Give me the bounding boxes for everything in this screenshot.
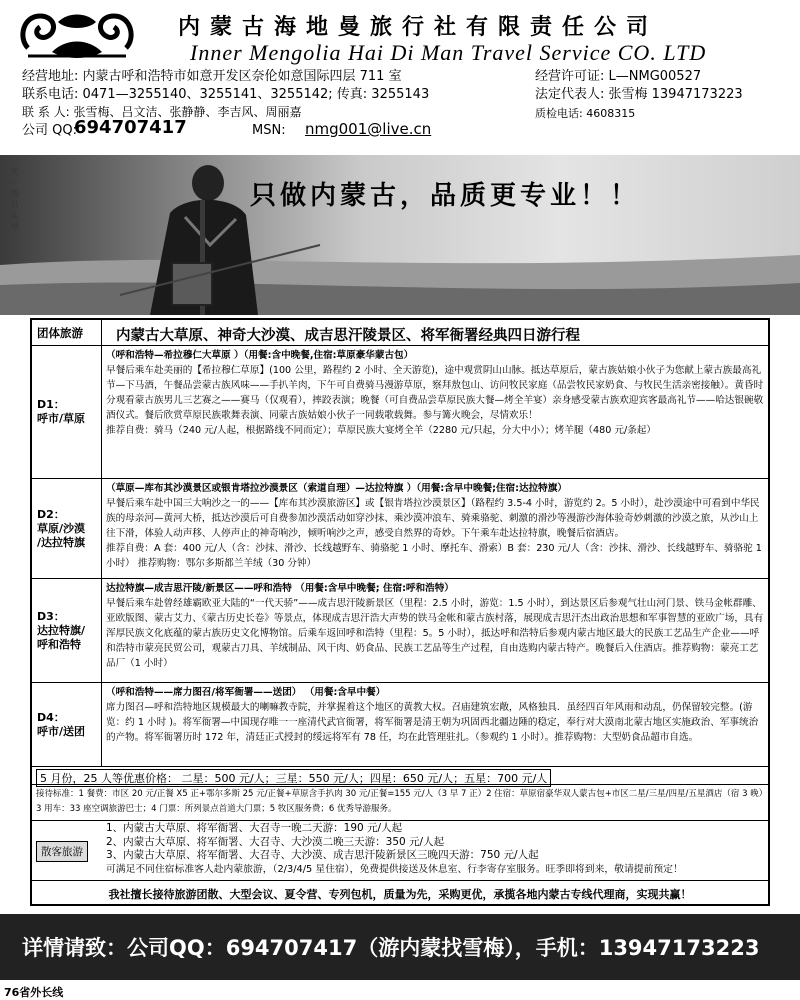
contact-footer: 详情请致：公司QQ：694707417（游内蒙找雪梅），手机：13947173223 xyxy=(0,914,800,980)
day-label: D1： 呼市/草原 xyxy=(32,346,102,478)
scatter-tour-item: 2、内蒙古大草原、将军衙署、大召寺、大沙漠二晚三天游：350 元/人起 xyxy=(106,835,445,848)
company-msn[interactable]: nmg001@live.cn xyxy=(305,120,432,138)
quality-phone: 质检电话: 4608315 xyxy=(535,107,636,120)
day-route: （呼和浩特——席力图召/将军衙署——送团） （用餐:含早中餐） xyxy=(106,687,386,698)
day-description: 早餐后乘车赴美丽的【希拉穆仁草原】(100 公里，路程约 2 小时、全天游览)，途中观赏阴山山脉。抵达草原后，蒙古族姑娘小伙子为您献上蒙古族最高礼节—下马酒，午餐品尝蒙古族风味——手扒羊肉，下午可自费骑马漫游草原，察拜敖包山、访问牧民家庭（品尝牧民家奶食、与牧民生活亲密接触）。黄昏时分观看蒙古族男儿三艺赛之——赛马（仅观看），摔跤表演；晚餐（可自费品尝草原民族大餐—烤全羊宴）亲身感受蒙古族欢迎宾客最高礼节——哈达银碗敬酒仪式。餐后欣赏草原民族歌舞表演、同蒙古族姑娘小伙子一同载歌载舞。参与篝火晚会，尽情欢乐！ xyxy=(106,365,764,421)
standards-row xyxy=(32,785,768,821)
scatter-tour-row xyxy=(32,821,768,881)
day-description: 早餐后乘车赴曾经雄霸欧亚大陆的“一代天骄”——成吉思汗陵新景区（里程：2.5 小时，游览：1.5 小时），到达景区后参观气壮山河门景、铁马金帐群雕、亚欧版图、蒙古艾力、《蒙古历史长卷》等景点，体现成吉思汗浩大声势的铁马金帐和蒙古族村落，展现成吉思汗杰出政治思想和军事智慧的亚欧广场，具有浑厚民族文化底蕴的蒙古族历史文化博物馆。后乘车返回呼和浩特（里程：5。5 小时），抵达呼和浩特后参观内蒙古地区最大的民族工艺品生产企业——呼和浩特市蒙亮民贸公司，观蒙古刀具、羊绒制品、风干肉、奶食品、民族工艺品等生产过程，自由选购内蒙古特产。晚餐后入住酒店。推荐购物：蒙亮工艺品厂（1 小时） xyxy=(106,598,764,669)
company-contacts: 联 系 人: 张雪梅、吕文洁、张静静、李吉风、周丽嘉 xyxy=(22,105,302,119)
legal-representative: 法定代表人: 张雪梅 13947173223 xyxy=(535,87,743,102)
day-description: 早餐后乘车赴中国三大响沙之一的——【库布其沙漠旅游区】或【银肯塔拉沙漠景区】（路程约 3.5-4 小时，游览约 2。5 小时），赴沙漠途中可看到中华民族的母亲河—黄河大桥，抵达沙漠后可自费参加沙漠活动如穿沙抹、乘沙漠冲浪车、骑乘骆驼、刺激的滑沙等漫游沙海体验奇妙刺激的沙漠之旅，从沙山上往下滑，体验人动声移、人停声止的神奇响沙，倾听响沙之声，感受自然界的奇妙。下午乘车赴达拉特旗，晚餐后宿酒店。 xyxy=(106,498,760,539)
company-address: 经营地址: 内蒙古呼和浩特市如意开发区奈伦如意国际四层 711 室 xyxy=(22,69,402,84)
day-content xyxy=(106,481,764,571)
msn-label: MSN: xyxy=(252,123,286,138)
company-qq: 694707417 xyxy=(74,117,187,138)
day-row xyxy=(32,346,768,479)
itinerary-table xyxy=(30,318,770,906)
company-name-chinese: 内蒙古海地曼旅行社有限责任公司 xyxy=(178,14,659,40)
banner-photo xyxy=(0,155,800,315)
itinerary-title: 内蒙古大草原、神奇大沙漠、成吉思汗陵景区、将军衙署经典四日游行程 xyxy=(116,328,580,344)
company-name-english: Inner Mengolia Hai Di Man Travel Service CO. LTD xyxy=(190,40,707,65)
scatter-tour-item: 可满足不同住宿标准客人赴内蒙旅游，（2/3/4/5 星住宿），免费提供接送及休息室、行李寄存室服务。旺季即将到来，敬请提前预定！ xyxy=(106,863,683,875)
banner-vertical-text: 天一秀马头琴 xyxy=(10,168,20,233)
scatter-tour-item: 1、内蒙古大草原、将军衙署、大召寺一晚二天游：190 元/人起 xyxy=(106,822,403,834)
banner-slogan: 只做内蒙古，品质更专业！！ xyxy=(250,181,641,211)
day-optional-items: 推荐自费：骑马（240 元/人起，根据路线不同而定）；草原民族大宴烤全羊（2280 元/只起，分大中小）；烤羊腿（480 元/条起） xyxy=(106,425,656,436)
service-standards: 接待标准：1 餐费：市区 20 元/正餐 X5 正+鄂尔多斯 25 元/正餐+草原含手扒肉 30 元/正餐=155 元/人（3 早 7 正）2 住宿：草原宿豪华双人蒙古包+市区二星/三星/四星/五星酒店（宿 3 晚）3 用车：33 座空调旅游巴士；4 门票：所列景点首道大门票；5 牧区服务费；6 优秀导游服务。 xyxy=(36,789,763,814)
scatter-tour-item: 3、内蒙古大草原、将军衙署、大召寺、大沙漠、成吉思汗陵新景区三晚四天游：750 元/人起 xyxy=(106,849,539,861)
price-row xyxy=(32,767,768,785)
group-tour-label: 团体旅游 xyxy=(32,320,102,345)
day-label: D4： 呼市/送团 xyxy=(32,683,102,766)
day-content xyxy=(106,685,764,745)
day-route: （呼和浩特—希拉穆仁大草原 ）（用餐:含中晚餐,住宿:草原豪华蒙古包） xyxy=(106,350,414,361)
business-license: 经营许可证: L—NMG00527 xyxy=(535,69,702,84)
day-row xyxy=(32,479,768,579)
day-content xyxy=(106,348,764,438)
day-row xyxy=(32,683,768,767)
day-optional-items: 推荐自费：A 套：400 元/人（含：沙抹、滑沙、长线越野车、骑骆驼 1 小时、摩托车、滑索）B 套：230 元/人（含：沙抹、滑沙、长线越野车、骑骆驼 1 小时） 推荐购物：鄂尔多斯都兰羊绒（30 分钟） xyxy=(106,543,762,569)
day-label: D3： 达拉特旗/ 呼和浩特 xyxy=(32,579,102,682)
scatter-tour-list xyxy=(106,822,764,876)
day-route: 达拉特旗—成吉思汗陵/新景区——呼和浩特 （用餐:含早中晚餐; 住宿:呼和浩特） xyxy=(106,583,454,594)
day-label: D2： 草原/沙漠 /达拉特旗 xyxy=(32,479,102,578)
day-route: （草原—库布其沙漠景区或银肯塔拉沙漠景区（索道自理）—达拉特旗 ）（用餐:含早中晚餐;住宿:达拉特旗） xyxy=(106,483,567,494)
day-description: 席力图召—呼和浩特地区规模最大的喇嘛教寺院，并掌握着这个地区的黄教大权。召庙建筑宏敞，风格独具．虽经四百年风雨和动乱，仍保留较完整。(游览：约 1 小时 )。将军衙署—中国现存唯一一座清代武官衙署，将军衙署是清王朝为巩固西北疆边陲的稳定，奉行对大漠南北蒙古地区实施政治、军事统治的产物。将军衙署历时 172 年，清廷正式授封的绥远将军有 78 任，均在此管理驻扎。（参观约 1 小时）。推荐购物：大型奶食品超市自选。 xyxy=(106,702,759,743)
day-content xyxy=(106,581,764,671)
day-row xyxy=(32,579,768,683)
page-tag: 76省外长线 xyxy=(4,986,64,999)
company-logo-icon xyxy=(18,8,136,64)
company-phone: 联系电话: 0471—3255140、3255141、3255142; 传真: 3255143 xyxy=(22,87,430,102)
qq-label: 公司 QQ: xyxy=(22,123,77,138)
closing-statement: 我社擅长接待旅游团散、大型会议、夏令营、专列包机，质量为先，采购更优，承揽各地内蒙古专线代理商，实现共赢！ xyxy=(108,888,692,901)
itinerary-title-row xyxy=(32,320,768,346)
scatter-tour-label: 散客旅游 xyxy=(36,841,88,862)
price-list: 5 月份，25 人等优惠价格： 二星：500 元/人；三星：550 元/人；四星：650 元/人；五星：700 元/人 xyxy=(36,769,551,787)
